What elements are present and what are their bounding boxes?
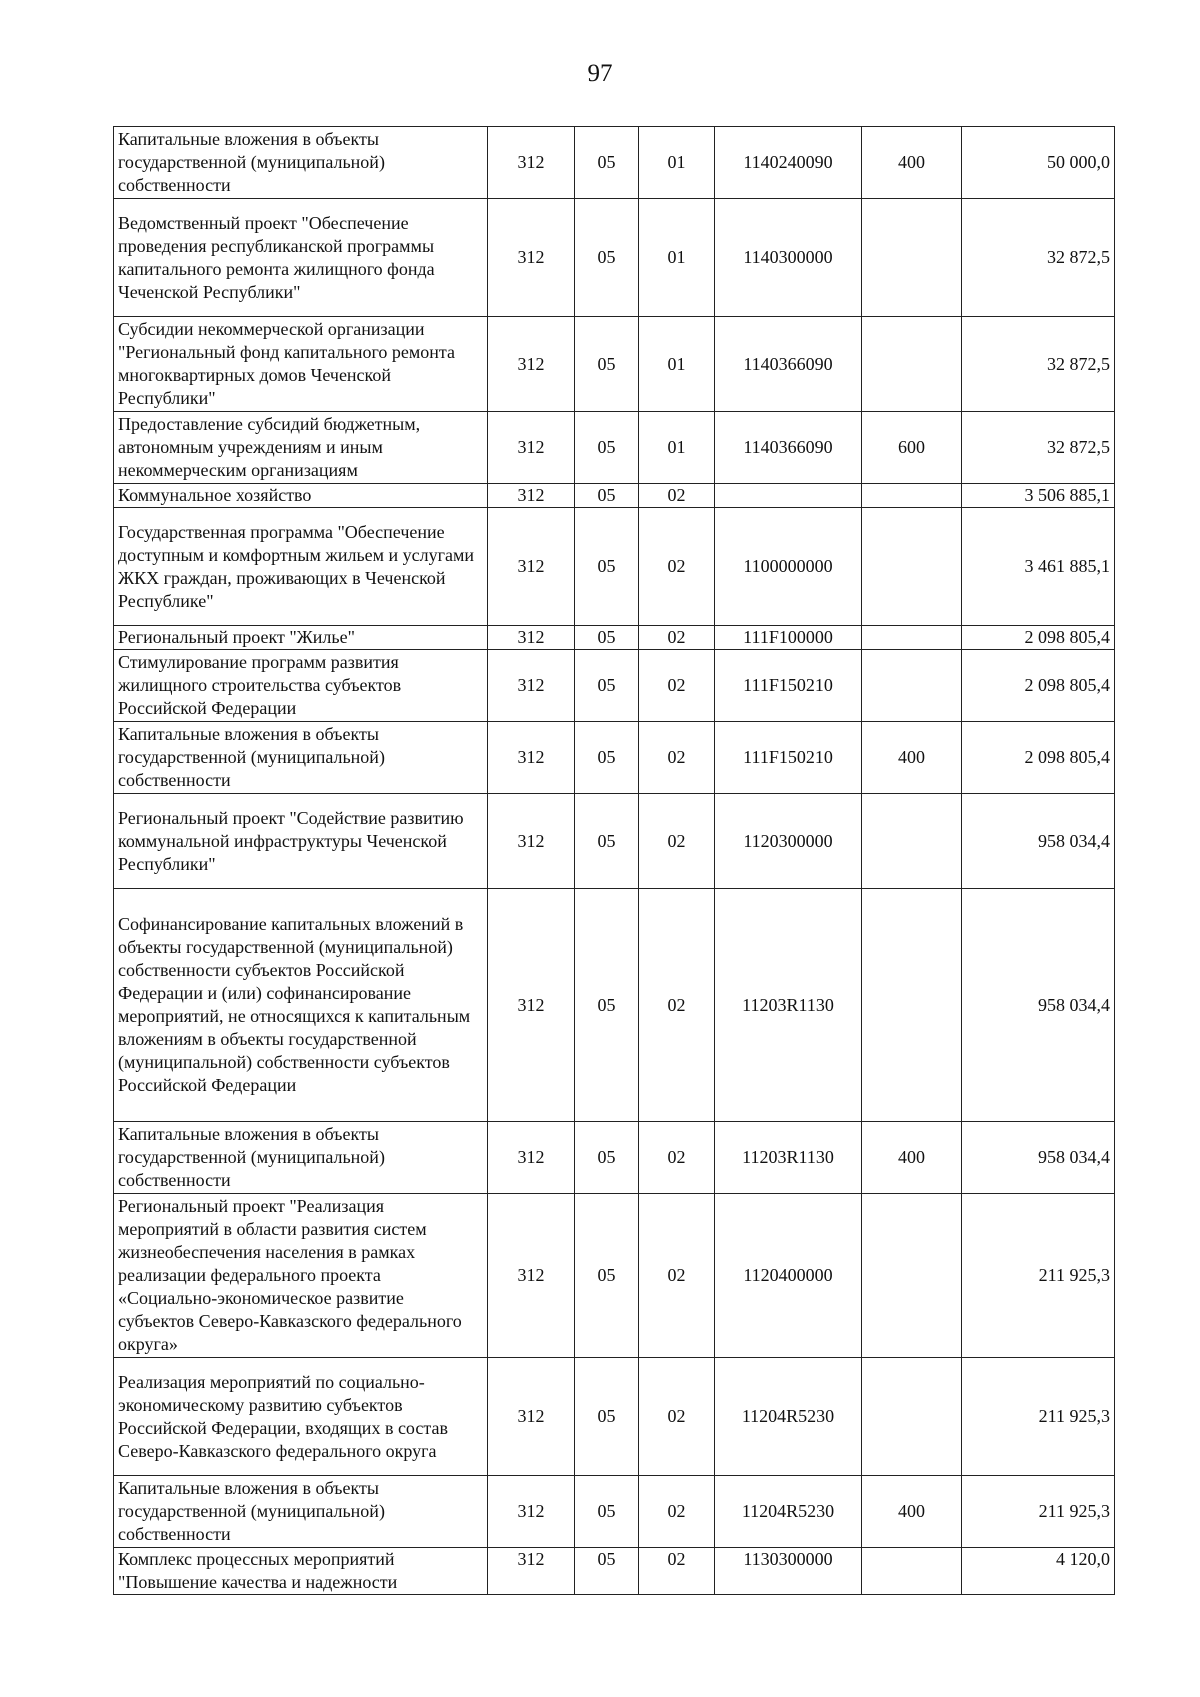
row-name: Коммунальное хозяйство: [114, 484, 488, 508]
row-vr: [862, 626, 962, 650]
row-sum: 958 034,4: [962, 1122, 1115, 1194]
table-row: [114, 484, 1115, 508]
row-rz: 05: [575, 317, 639, 412]
row-rz: 05: [575, 626, 639, 650]
row-csr: 111F100000: [715, 626, 862, 650]
row-sum: 32 872,5: [962, 412, 1115, 484]
row-name: Государственная программа "Обеспечение доступным и комфортным жильем и услугами ЖКХ граждан, проживающих в Чеченской Республике": [114, 508, 488, 626]
row-csr: 1130300000: [715, 1548, 862, 1595]
row-rz: 05: [575, 199, 639, 317]
row-vr: [862, 199, 962, 317]
row-vr: 400: [862, 1122, 962, 1194]
row-vr: 400: [862, 722, 962, 794]
row-gr: 312: [488, 484, 575, 508]
row-pr: 02: [639, 889, 715, 1122]
row-pr: 02: [639, 794, 715, 889]
row-name: Реализация мероприятий по социально-экономическому развитию субъектов Российской Федерации, входящих в состав Северо-Кавказского федерального округа: [114, 1358, 488, 1476]
row-pr: 02: [639, 1476, 715, 1548]
row-vr: 600: [862, 412, 962, 484]
row-sum: 3 506 885,1: [962, 484, 1115, 508]
row-sum: 50 000,0: [962, 127, 1115, 199]
row-sum: 211 925,3: [962, 1358, 1115, 1476]
row-csr: 11204R5230: [715, 1358, 862, 1476]
row-csr: [715, 484, 862, 508]
table-body: [114, 127, 1115, 1595]
row-gr: 312: [488, 1476, 575, 1548]
row-rz: 05: [575, 794, 639, 889]
row-sum: 958 034,4: [962, 794, 1115, 889]
row-sum: 32 872,5: [962, 317, 1115, 412]
row-pr: 02: [639, 1358, 715, 1476]
row-pr: 02: [639, 1548, 715, 1595]
row-vr: 400: [862, 1476, 962, 1548]
row-sum: 211 925,3: [962, 1194, 1115, 1358]
row-name: Комплекс процессных мероприятий "Повышение качества и надежности: [114, 1548, 488, 1595]
row-rz: 05: [575, 1358, 639, 1476]
row-pr: 02: [639, 484, 715, 508]
table-row: [114, 1122, 1115, 1194]
table-row: [114, 722, 1115, 794]
row-vr: [862, 317, 962, 412]
row-gr: 312: [488, 317, 575, 412]
row-pr: 02: [639, 1194, 715, 1358]
row-csr: 11203R1130: [715, 889, 862, 1122]
row-pr: 02: [639, 508, 715, 626]
row-gr: 312: [488, 650, 575, 722]
row-gr: 312: [488, 1358, 575, 1476]
row-rz: 05: [575, 889, 639, 1122]
row-rz: 05: [575, 412, 639, 484]
table-row: [114, 889, 1115, 1122]
table-row: [114, 508, 1115, 626]
row-vr: [862, 484, 962, 508]
row-rz: 05: [575, 1194, 639, 1358]
row-csr: 1140240090: [715, 127, 862, 199]
row-csr: 111F150210: [715, 722, 862, 794]
row-vr: [862, 1548, 962, 1595]
row-sum: 2 098 805,4: [962, 626, 1115, 650]
row-rz: 05: [575, 508, 639, 626]
row-gr: 312: [488, 1122, 575, 1194]
table-row: [114, 1358, 1115, 1476]
row-vr: [862, 508, 962, 626]
row-name: Софинансирование капитальных вложений в объекты государственной (муниципальной) собственности субъектов Российской Федерации и (или) софинансирование мероприятий, не относящихся к капитальным вложениям в объекты государственной (муниципальной) собственности субъектов Российской Федерации: [114, 889, 488, 1122]
row-gr: 312: [488, 412, 575, 484]
row-gr: 312: [488, 794, 575, 889]
row-pr: 02: [639, 626, 715, 650]
row-gr: 312: [488, 1548, 575, 1595]
row-name: Региональный проект "Жилье": [114, 626, 488, 650]
table-row: [114, 626, 1115, 650]
row-gr: 312: [488, 889, 575, 1122]
budget-table: [113, 126, 1115, 1595]
row-name: Стимулирование программ развития жилищного строительства субъектов Российской Федерации: [114, 650, 488, 722]
row-gr: 312: [488, 508, 575, 626]
row-vr: [862, 1194, 962, 1358]
row-name: Капитальные вложения в объекты государственной (муниципальной) собственности: [114, 1476, 488, 1548]
row-pr: 02: [639, 1122, 715, 1194]
row-sum: 32 872,5: [962, 199, 1115, 317]
row-pr: 01: [639, 317, 715, 412]
row-rz: 05: [575, 1122, 639, 1194]
table-row: [114, 794, 1115, 889]
table-row: [114, 127, 1115, 199]
row-gr: 312: [488, 199, 575, 317]
row-name: Капитальные вложения в объекты государственной (муниципальной) собственности: [114, 1122, 488, 1194]
row-rz: 05: [575, 484, 639, 508]
row-name: Региональный проект "Содействие развитию коммунальной инфраструктуры Чеченской Республики": [114, 794, 488, 889]
row-csr: 1140300000: [715, 199, 862, 317]
row-sum: 2 098 805,4: [962, 650, 1115, 722]
row-csr: 1140366090: [715, 317, 862, 412]
row-vr: [862, 889, 962, 1122]
table-row: [114, 1476, 1115, 1548]
row-name: Капитальные вложения в объекты государственной (муниципальной) собственности: [114, 127, 488, 199]
row-pr: 01: [639, 199, 715, 317]
row-rz: 05: [575, 722, 639, 794]
table-row: [114, 412, 1115, 484]
row-name: Региональный проект "Реализация мероприятий в области развития систем жизнеобеспечения населения в рамках реализации федерального проекта «Социально-экономическое развитие субъектов Северо-Кавказского федерального округа»: [114, 1194, 488, 1358]
row-csr: 1140366090: [715, 412, 862, 484]
row-rz: 05: [575, 1548, 639, 1595]
row-pr: 01: [639, 412, 715, 484]
row-name: Ведомственный проект "Обеспечение проведения республиканской программы капитального ремонта жилищного фонда Чеченской Республики": [114, 199, 488, 317]
table-row: [114, 650, 1115, 722]
row-pr: 02: [639, 650, 715, 722]
row-pr: 01: [639, 127, 715, 199]
row-rz: 05: [575, 127, 639, 199]
row-name: Предоставление субсидий бюджетным, автономным учреждениям и иным некоммерческим организациям: [114, 412, 488, 484]
row-rz: 05: [575, 1476, 639, 1548]
row-csr: 11203R1130: [715, 1122, 862, 1194]
table-row: [114, 317, 1115, 412]
row-sum: 958 034,4: [962, 889, 1115, 1122]
row-vr: [862, 794, 962, 889]
row-name: Капитальные вложения в объекты государственной (муниципальной) собственности: [114, 722, 488, 794]
row-csr: 1120400000: [715, 1194, 862, 1358]
row-gr: 312: [488, 626, 575, 650]
page-number: 97: [587, 60, 613, 87]
row-csr: 111F150210: [715, 650, 862, 722]
row-sum: 4 120,0: [962, 1548, 1115, 1595]
row-sum: 2 098 805,4: [962, 722, 1115, 794]
row-csr: 1120300000: [715, 794, 862, 889]
row-csr: 1100000000: [715, 508, 862, 626]
row-vr: 400: [862, 127, 962, 199]
row-sum: 211 925,3: [962, 1476, 1115, 1548]
row-gr: 312: [488, 1194, 575, 1358]
table-row: [114, 1548, 1115, 1595]
row-vr: [862, 650, 962, 722]
row-gr: 312: [488, 722, 575, 794]
row-sum: 3 461 885,1: [962, 508, 1115, 626]
row-pr: 02: [639, 722, 715, 794]
row-gr: 312: [488, 127, 575, 199]
row-rz: 05: [575, 650, 639, 722]
row-vr: [862, 1358, 962, 1476]
table-row: [114, 1194, 1115, 1358]
row-csr: 11204R5230: [715, 1476, 862, 1548]
table-row: [114, 199, 1115, 317]
row-name: Субсидии некоммерческой организации "Региональный фонд капитального ремонта многоквартирных домов Чеченской Республики": [114, 317, 488, 412]
